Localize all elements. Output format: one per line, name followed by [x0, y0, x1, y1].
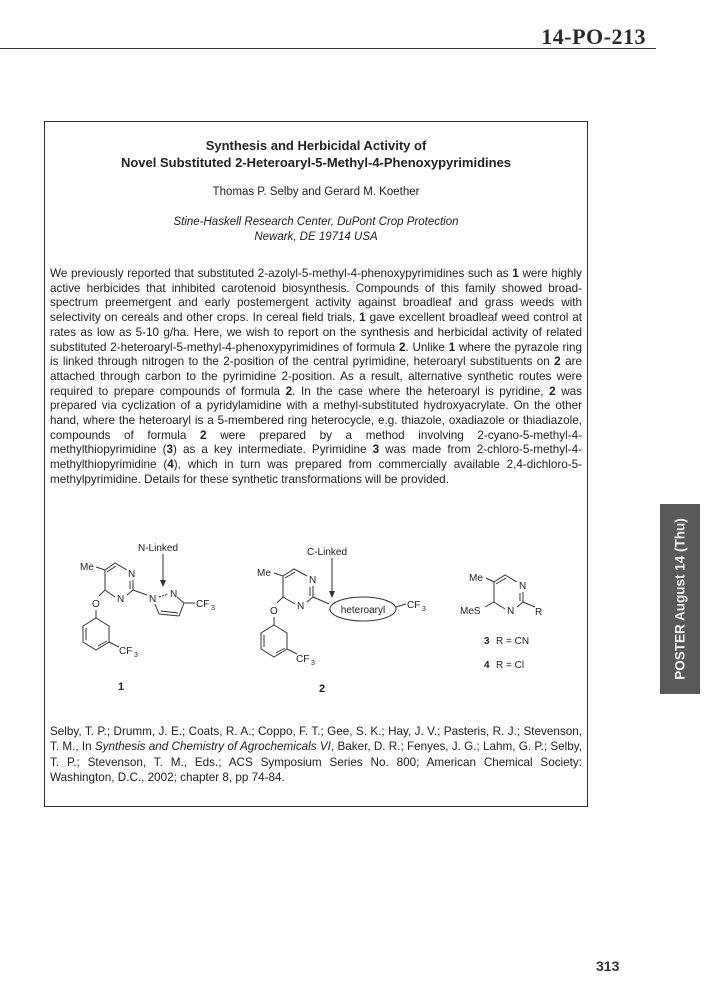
body-text-run: was prepared via cyclization of a pyridylamidine with a methyl-substituted hydroxyacrylate. On the other hand, where the heteroaryl is a 5-membered ring heterocycle, e.g. thiazole, oxadiazole or thiadiazole, compounds of formula [50, 384, 582, 442]
body-text-run: were highly active herbicides that inhibited carotenoid biosynthesis. Compounds of this family showed broad-spectrum preemergent and early postemergent activity against broadleaf and grass weeds with selectivity on cereals and other crops. In cereal field trials, [50, 267, 582, 325]
bond [159, 614, 179, 616]
reference-text-run: Selby, T. P.; Drumm, J. E.; Coats, R. A.; Coppo, F. T.; Gee, S. K.; Hay, J. V.; Pasteris, R. J.; Stevenson, T. M., In [50, 725, 582, 754]
cf3-label: CF [119, 646, 133, 657]
bond [285, 572, 295, 578]
bond [179, 603, 184, 616]
compound-reference: 1 [359, 311, 366, 325]
subscript: 3 [422, 606, 426, 613]
body-text-run: where the pyrazole ring is linked through nitrogen to the 2-position of the central pyrimidine, heteroaryl substituents on [50, 340, 582, 369]
body-text-run: We previously reported that substituted 2-azolyl-5-methyl-4-phenoxypyrimidines such as [50, 267, 513, 280]
bond [277, 597, 283, 603]
bond [494, 602, 505, 609]
bond [155, 604, 159, 614]
compound-4-definition: R = Cl [496, 660, 525, 671]
compound-4-label: 4 [484, 660, 490, 671]
compound-reference: 2 [285, 384, 293, 398]
methyl-label: Me [80, 562, 94, 573]
compound-reference: 4 [167, 458, 174, 472]
cf3-label: CF [196, 599, 210, 610]
body-text-run: ), which in turn was prepared from commercially available 2,4-dichloro-5-methylpyrimidine. Details for these synthetic transformations will be provided. [50, 458, 582, 486]
compound-3-4-structure [460, 573, 542, 671]
nitrogen-label: N [128, 569, 136, 580]
title-line-1: Synthesis and Herbicidal Activity of [205, 138, 427, 153]
c-linked-annotation: C-Linked [307, 547, 348, 558]
bond [517, 602, 523, 607]
bond [177, 597, 184, 603]
bond [105, 590, 115, 597]
reference-citation [50, 724, 582, 785]
oxygen-label: O [270, 606, 278, 617]
abstract-body [50, 267, 582, 488]
compound-3-definition: R = CN [496, 636, 530, 647]
affiliation [45, 215, 587, 245]
cf3-label: CF [407, 600, 421, 611]
bond [485, 602, 494, 607]
compound-2-structure [257, 547, 426, 695]
chemical-scheme [45, 540, 589, 705]
nitrogen-label: N [309, 575, 317, 586]
bond [109, 642, 119, 647]
body-text-run: . Unlike [405, 340, 449, 354]
bond [99, 590, 105, 596]
session-code: 14-PO-213 [541, 24, 646, 49]
title-line-2: Novel Substituted 2-Heteroaryl-5-Methyl-4-Phenoxypyrimidines [120, 155, 512, 170]
bond [96, 567, 105, 570]
phenyl-ring [83, 618, 109, 650]
body-text-run: were prepared by a method involving 2-cyano-5-methyl-4-methylthiopyrimidine ( [50, 428, 582, 457]
nitrogen-label: N [519, 581, 527, 592]
abstract-box [44, 121, 588, 807]
poster-date-label: POSTER August 14 (Thu) [672, 518, 688, 680]
body-text-run: gave excellent broadleaf weed control at rates as low as 5-10 g/ha. Here, we wish to report on the synthesis and herbicidal activity of related substituted 2-heteroaryl-5-methyl-4-phenoxypyrimidines of formula [50, 311, 582, 354]
affiliation-line-1: Stine-Haskell Research Center, DuPont Crop Protection [173, 216, 459, 228]
compound-reference: 2 [398, 340, 406, 354]
r-group-label: R [535, 607, 543, 618]
n-linked-annotation: N-Linked [138, 543, 179, 554]
nitrogen-label: N [117, 594, 125, 605]
arrow-head-icon [329, 591, 335, 598]
authors: Thomas P. Selby and Gerard M. Koether [212, 186, 420, 198]
subscript: 3 [134, 652, 138, 659]
compound-3-label: 3 [484, 636, 490, 647]
bond [396, 604, 406, 607]
bond [523, 602, 535, 607]
bond [159, 594, 168, 597]
compound-reference: 1 [512, 267, 519, 280]
cf3-label: CF [296, 654, 310, 665]
compound-reference: 1 [448, 340, 456, 354]
bond [161, 611, 178, 613]
methyl-label: Me [257, 568, 271, 579]
bond [313, 597, 329, 604]
bond [107, 566, 116, 572]
subscript: 3 [211, 605, 215, 612]
methyl-label: Me [469, 573, 483, 584]
bond [274, 573, 283, 576]
header-rule [0, 48, 656, 49]
bond [127, 590, 133, 595]
compound-1-label: 1 [118, 681, 125, 693]
heteroaryl-label: heteroaryl [340, 605, 386, 616]
bond [283, 597, 295, 604]
body-text-run: . In the case where the heteroaryl is pyridine, [292, 384, 550, 398]
page-number: 313 [596, 958, 620, 974]
bond [496, 578, 506, 584]
compound-2-label: 2 [319, 683, 326, 695]
subscript: 3 [311, 660, 315, 667]
oxygen-label: O [92, 599, 100, 610]
compound-reference: 2 [549, 384, 556, 398]
nitrogen-label: N [149, 594, 157, 605]
bond [307, 597, 313, 602]
body-text-run: are attached through carbon to the pyrimidine 2-position. As a result, alternative synthetic routes were required to prepare compounds of formula [50, 355, 582, 398]
bond [133, 590, 147, 595]
book-title: Synthesis and Chemistry of Agrochemicals VI [94, 740, 331, 754]
poster-date-tab [660, 504, 700, 694]
arrow-head-icon [160, 580, 166, 587]
methylthio-label: MeS [460, 606, 481, 617]
compound-reference: 3 [372, 443, 380, 457]
compound-reference: 2 [554, 355, 561, 369]
body-text-run: ) as a key intermediate. Pyrimidine [173, 443, 373, 457]
nitrogen-label: N [170, 589, 178, 600]
nitrogen-label: N [507, 606, 515, 617]
reference-text-run: , Baker, D. R.; Fenyes, J. G.; Lahm, G. P.; Selby, T. P.; Stevenson, T. M., Eds.; ACS Symposium Series No. 800; American Chemical Society: Washington, D.C., 2002; chapter 8, pp 74-84. [50, 740, 583, 784]
affiliation-line-2: Newark, DE 19714 USA [254, 231, 378, 243]
phenyl-ring [261, 625, 287, 657]
compound-reference: 2 [200, 428, 207, 442]
compound-1-structure [80, 543, 215, 693]
bond [486, 578, 494, 582]
body-text-run: was made from 2-chloro-5-methyl-4-methylthiopyrimidine ( [50, 443, 583, 472]
nitrogen-label: N [297, 601, 305, 612]
compound-reference: 3 [166, 443, 174, 457]
abstract-title [45, 137, 587, 171]
